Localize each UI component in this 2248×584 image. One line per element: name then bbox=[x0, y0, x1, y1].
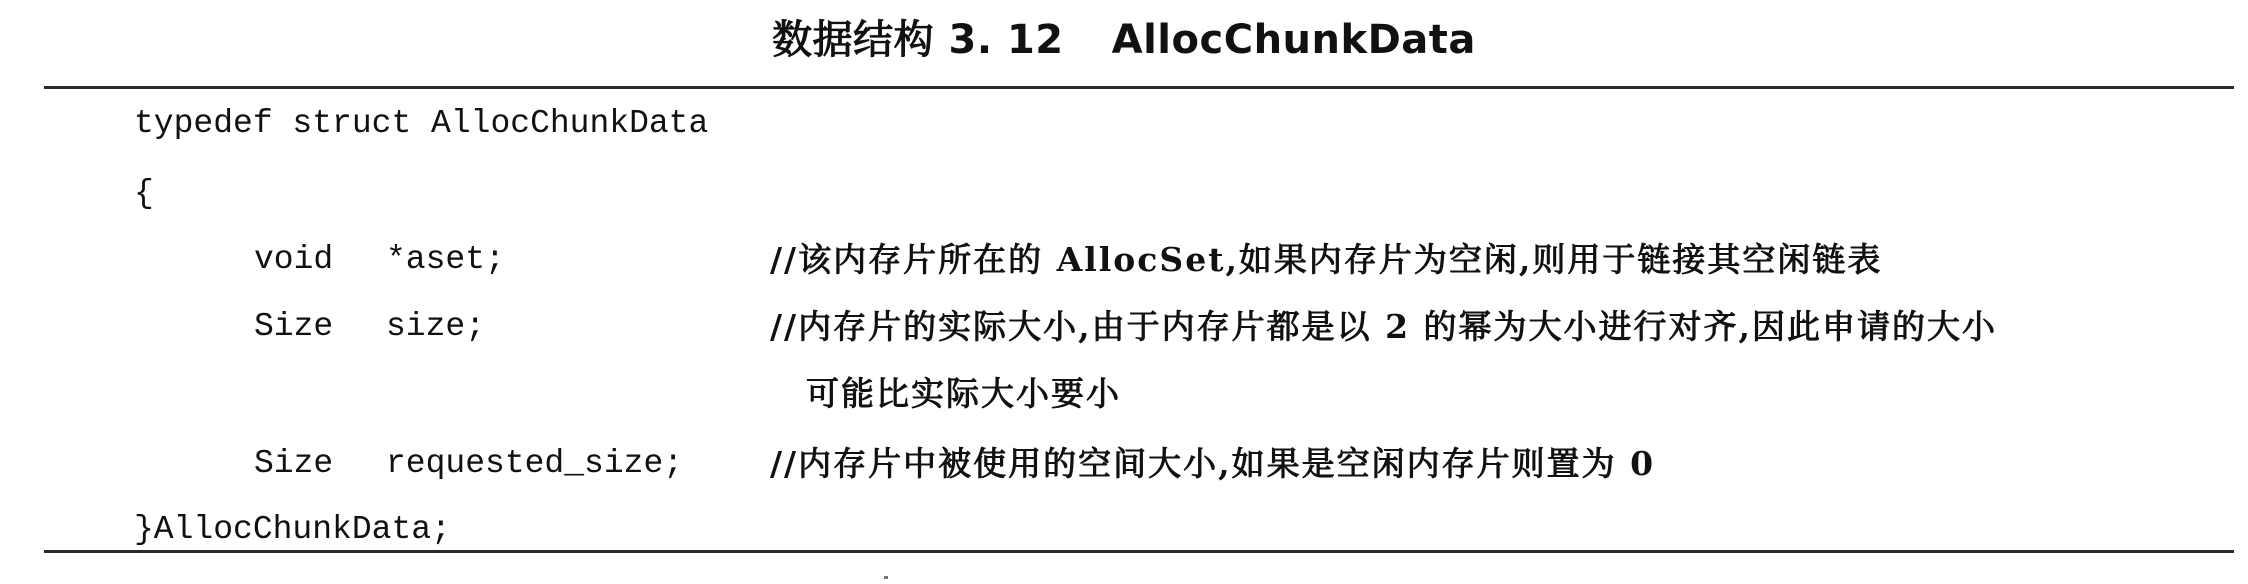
field-type-size: Size bbox=[254, 308, 334, 345]
code-line-close: }AllocChunkData; bbox=[134, 511, 451, 548]
data-structure-caption bbox=[0, 10, 2248, 70]
field-comment-requested-size: //内存片中被使用的空间大小,如果是空闲内存片则置为 0 bbox=[770, 444, 1656, 483]
field-comment-size-continuation: 可能比实际大小要小 bbox=[806, 374, 1121, 413]
field-type-requested-size: Size bbox=[254, 445, 334, 482]
code-line-typedef: typedef struct AllocChunkData bbox=[134, 105, 709, 142]
field-name-requested-size: requested_size; bbox=[386, 445, 684, 482]
caption-name: AllocChunkData bbox=[1111, 17, 1476, 63]
field-comment-aset: //该内存片所在的 AllocSet,如果内存片为空闲,则用于链接其空闲链表 bbox=[770, 240, 1883, 279]
field-comment-size: //内存片的实际大小,由于内存片都是以 2 的幂为大小进行对齐,因此申请的大小 bbox=[770, 307, 1998, 346]
top-rule bbox=[44, 86, 2234, 89]
bottom-rule bbox=[44, 550, 2234, 553]
scan-speck bbox=[884, 576, 888, 579]
field-name-size: size; bbox=[386, 308, 486, 345]
caption-label: 数据结构 3. 12 bbox=[772, 17, 1064, 63]
field-type-aset: void bbox=[254, 241, 334, 278]
code-line-open-brace: { bbox=[134, 175, 154, 212]
field-name-aset: *aset; bbox=[386, 241, 505, 278]
